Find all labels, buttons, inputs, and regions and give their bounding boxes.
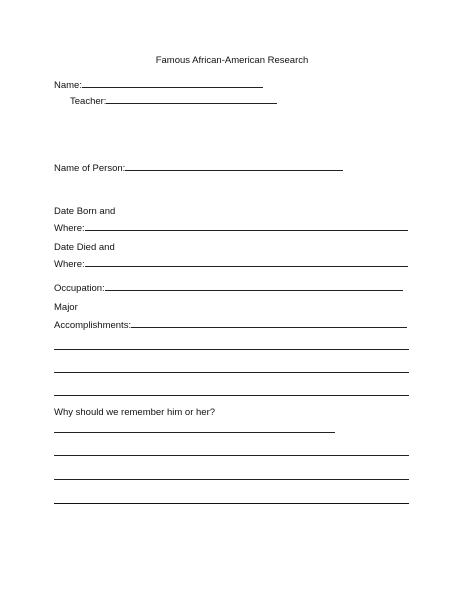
name-field[interactable] [54, 78, 263, 92]
occupation-label: Occupation: [54, 283, 105, 294]
person-name-line[interactable] [125, 161, 343, 171]
accomplishments-label: Accomplishments: [54, 320, 132, 331]
remember-question: Why should we remember him or her? [54, 407, 216, 418]
occupation-field[interactable] [54, 281, 403, 295]
accomplishments-extra-line[interactable] [54, 372, 409, 373]
accomplishments-line[interactable] [131, 318, 407, 328]
accomplishments-field[interactable] [54, 318, 407, 332]
date-died-label: Date Died and [54, 242, 115, 253]
accomplishments-extra-line[interactable] [54, 349, 409, 350]
person-name-label: Name of Person: [54, 163, 126, 174]
major-label: Major [54, 302, 78, 313]
death-where-line[interactable] [85, 257, 408, 267]
date-born-label: Date Born and [54, 206, 116, 217]
name-line[interactable] [82, 78, 263, 88]
teacher-line[interactable] [106, 94, 277, 104]
remember-answer-line[interactable] [54, 503, 409, 504]
teacher-field[interactable] [70, 94, 277, 108]
remember-answer-line[interactable] [54, 479, 409, 480]
teacher-label: Teacher: [70, 96, 107, 107]
death-where-label: Where: [54, 259, 85, 270]
name-label: Name: [54, 80, 82, 91]
worksheet-title: Famous African-American Research [155, 55, 309, 66]
person-name-field[interactable] [54, 161, 343, 175]
death-where-field[interactable] [54, 257, 408, 271]
remember-answer-line[interactable] [54, 455, 409, 456]
birth-where-field[interactable] [54, 221, 408, 235]
remember-answer-line[interactable] [54, 432, 335, 433]
birth-where-label: Where: [54, 223, 85, 234]
birth-where-line[interactable] [85, 221, 408, 231]
accomplishments-extra-line[interactable] [54, 395, 409, 396]
occupation-line[interactable] [105, 281, 403, 291]
